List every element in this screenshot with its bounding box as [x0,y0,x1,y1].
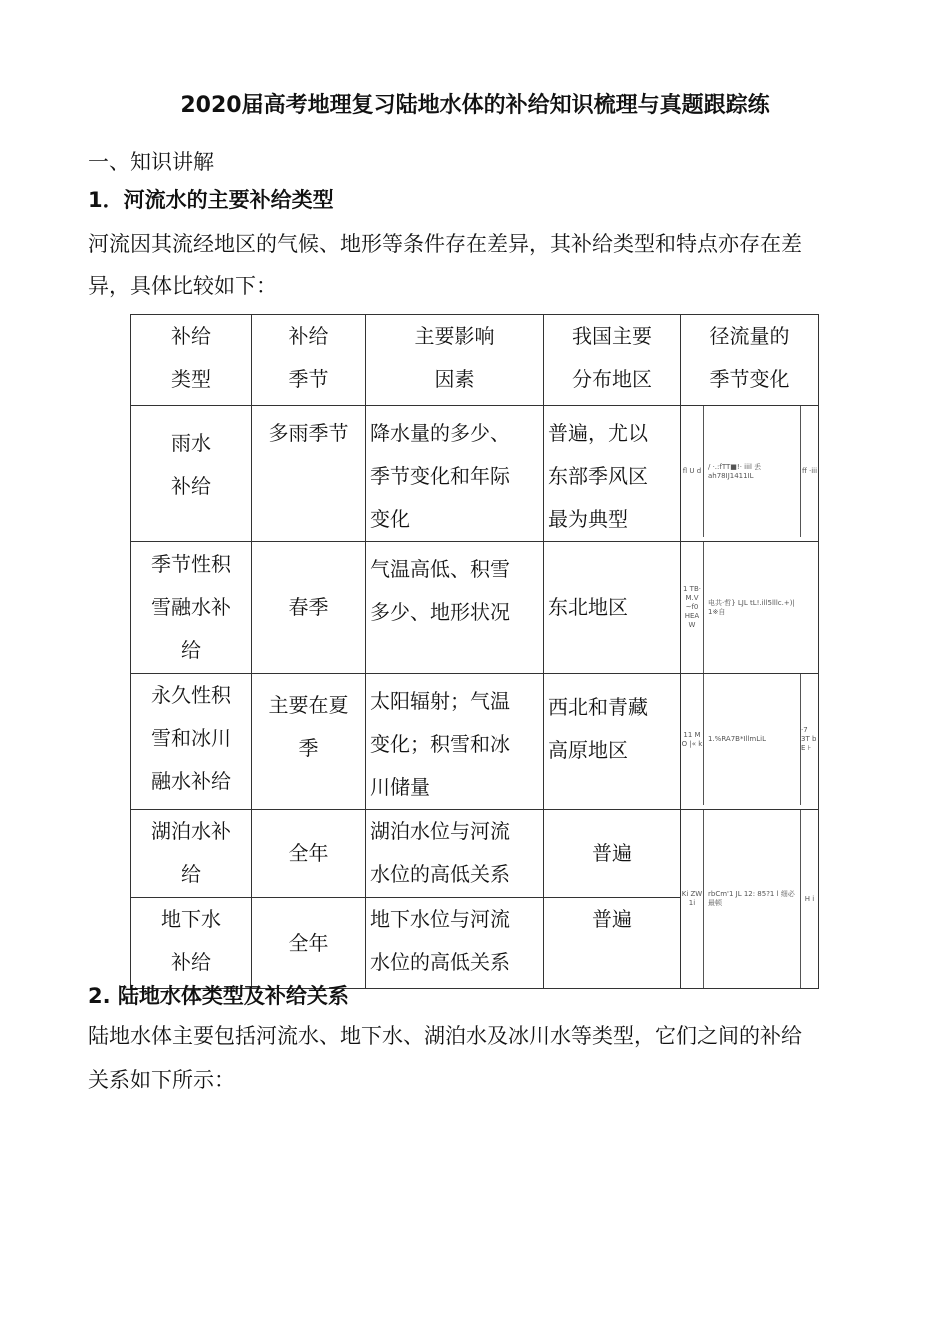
table-row [131,810,819,898]
cell-region: 普遍 [544,898,681,989]
runoff-chart-cell [681,810,819,989]
cell-region: 普遍，尤以 东部季风区 最为典型 [544,406,681,542]
paragraph-2-line-1: 陆地水体主要包括河流水、地下水、湖泊水及冰川水等类型，它们之间的补给 [88,1024,802,1048]
cell-factors: 降水量的多少、 季节变化和年际 变化 [366,406,544,542]
runoff-chart-axis: 11 M O |« k [681,674,704,805]
cell-factors: 气温高低、积雪 多少、地形状况 [366,542,544,674]
document-title: 2020届高考地理复习陆地水体的补给知识梳理与真题跟踪练 [180,93,770,118]
header-cell: 补给 类型 [131,315,252,406]
subsection-heading-2: 2. 陆地水体类型及补给关系 [88,984,349,1008]
cell-type: 地下水 补给 [131,898,252,989]
cell-region: 东北地区 [544,542,681,674]
cell-season: 主要在夏 季 [252,674,366,810]
cell-type: 湖泊水补 给 [131,810,252,898]
runoff-chart-axis: 1 TB· M.V ~f0 HEA W [681,542,704,673]
header-cell: 我国主要 分布地区 [544,315,681,406]
runoff-chart-cell [681,674,819,810]
paragraph-1-line-2: 异，具体比较如下： [88,274,277,298]
table-row [131,406,819,542]
cell-type: 雨水 补给 [131,406,252,542]
cell-factors: 地下水位与河流 水位的高低关系 [366,898,544,989]
subsection-heading-1: 1．河流水的主要补给类型 [88,188,334,212]
recharge-table [130,314,819,989]
cell-type: 永久性积 雪和冰川 融水补给 [131,674,252,810]
header-cell: 补给 季节 [252,315,366,406]
runoff-chart-axis: fl U d [681,406,704,537]
cell-type: 季节性积 雪融水补 给 [131,542,252,674]
cell-season: 全年 [252,898,366,989]
cell-region: 西北和青藏 高原地区 [544,674,681,810]
table-header-row [131,315,819,406]
runoff-chart-note: ·7 3T b E ⊦ [801,726,817,752]
cell-season: 春季 [252,542,366,674]
runoff-chart-label: / ·.:fTT■!· iiil 丢ah78IJ1411IL [704,406,801,537]
runoff-chart-note [800,542,818,673]
cell-factors: 湖泊水位与河流 水位的高低关系 [366,810,544,898]
header-cell: 主要影响 因素 [366,315,544,406]
cell-factors: 太阳辐射；气温 变化；积雪和冰 川储量 [366,674,544,810]
runoff-chart-label: 电共·哲} LJL tL!.ill5lllc.+)| 1※自 [708,598,795,616]
runoff-chart-note: H i [804,894,815,903]
header-cell: 径流量的 季节变化 [681,315,819,406]
paragraph-1-line-1: 河流因其流经地区的气候、地形等条件存在差异，其补给类型和特点亦存在差 [88,232,802,256]
cell-season: 多雨季节 [252,406,366,542]
table-row [131,542,819,674]
runoff-chart-note: ff ·iii [801,467,818,475]
runoff-chart-cell [681,406,819,542]
runoff-chart-cell [681,542,819,674]
cell-region: 普遍 [544,810,681,898]
table-row [131,674,819,810]
runoff-chart-axis: Ki ZW 1i [681,810,704,988]
paragraph-2-line-2: 关系如下所示： [88,1068,235,1092]
section-heading: 一、知识讲解 [88,150,214,174]
cell-season: 全年 [252,810,366,898]
runoff-chart-label: rbCm'1 JL 12: 85?1 l 细必最顿 [704,810,801,988]
runoff-chart-label: 1.%RA7B*IllmLiL [704,674,801,805]
